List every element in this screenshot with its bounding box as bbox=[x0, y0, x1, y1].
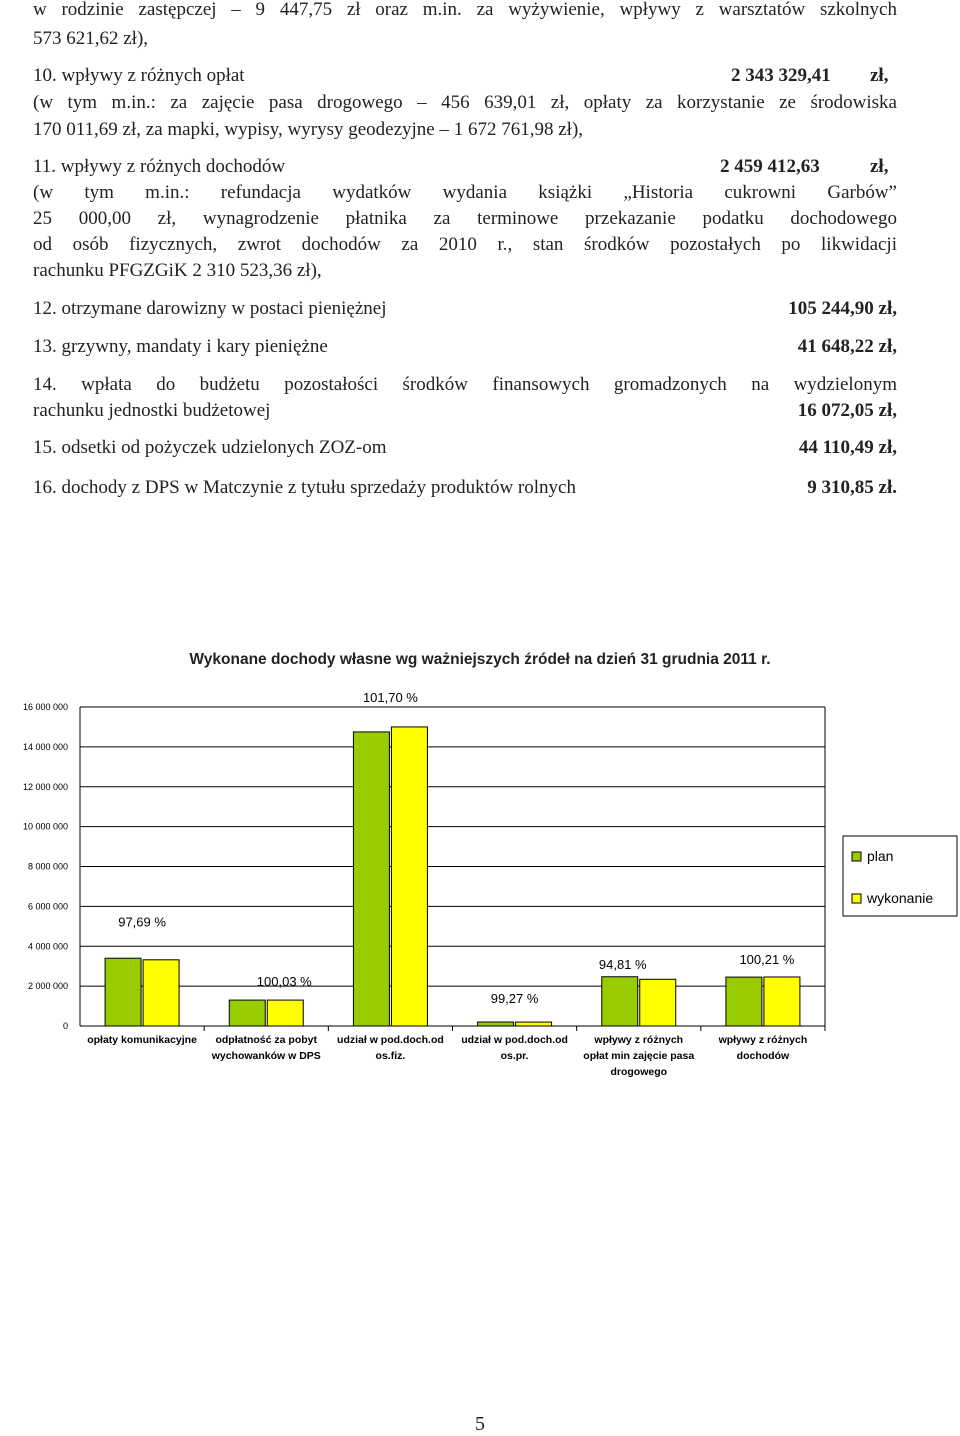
item-11-detail-2: 25 000,00 zł, wynagrodzenie płatnika za terminowe przekazanie podatku dochodowego bbox=[33, 208, 897, 229]
data-label: 97,69 % bbox=[118, 914, 166, 930]
y-tick-label: 8 000 000 bbox=[27, 861, 68, 872]
item-12-amount: 105 244,90 zł, bbox=[788, 298, 897, 319]
item-14-line-1: 14. wpłata do budżetu pozostałości środków finansowych gromadzonych na wydzielonym bbox=[33, 374, 897, 395]
item-12-label: 12. otrzymane darowizny w postaci pieniężnej bbox=[33, 298, 387, 319]
bar-wykonanie-2 bbox=[391, 727, 427, 1026]
x-category-label: opłat min zajęcie pasa bbox=[583, 1050, 695, 1062]
bar-wykonanie-1 bbox=[267, 1000, 303, 1026]
bar-plan-1 bbox=[229, 1000, 265, 1026]
data-label: 100,03 % bbox=[256, 974, 312, 990]
bar-wykonanie-3 bbox=[516, 1022, 552, 1026]
item-11-amount: 2 459 412,63 bbox=[720, 156, 820, 177]
x-category-label: os.pr. bbox=[500, 1050, 529, 1062]
x-category-label: wpływy z różnych bbox=[718, 1034, 808, 1046]
x-axis-category-labels bbox=[87, 1034, 807, 1078]
item-14-line-2: rachunku jednostki budżetowej bbox=[33, 400, 271, 421]
item-10-label: 10. wpływy z różnych opłat bbox=[33, 65, 245, 86]
text-line-0: w rodzinie zastępczej – 9 447,75 zł oraz m.in. za wyżywienie, wpływy z warsztatów szkolnych bbox=[33, 0, 897, 20]
item-11-label: 11. wpływy z różnych dochodów bbox=[33, 156, 286, 177]
bar-plan-2 bbox=[353, 732, 389, 1026]
legend-label-wykonanie: wykonanie bbox=[867, 890, 934, 906]
item-15-amount: 44 110,49 zł, bbox=[798, 437, 897, 458]
chart-bars bbox=[105, 727, 800, 1026]
item-16-amount: 9 310,85 zł. bbox=[807, 477, 897, 498]
bar-plan-3 bbox=[478, 1022, 514, 1026]
bar-wykonanie-5 bbox=[764, 977, 800, 1026]
data-label: 99,27 % bbox=[490, 991, 539, 1006]
chart-title: Wykonane dochody własne wg ważniejszych źródeł na dzień 31 grudnia 2011 r. bbox=[189, 651, 771, 668]
data-label: 100,21 % bbox=[739, 952, 795, 968]
item-15-label: 15. odsetki od pożyczek udzielonych ZOZ-om bbox=[33, 437, 387, 458]
x-category-label: dochodów bbox=[736, 1050, 790, 1062]
x-category-label: udział w pod.doch.od bbox=[461, 1034, 568, 1046]
item-11-detail-4: rachunku PFGZGiK 2 310 523,36 zł), bbox=[33, 260, 322, 281]
item-10-amount: 2 343 329,41 bbox=[731, 65, 831, 86]
x-category-label: os.fiz. bbox=[375, 1050, 406, 1062]
x-category-label: drogowego bbox=[610, 1066, 668, 1078]
y-tick-label: 6 000 000 bbox=[27, 901, 68, 912]
data-label: 101,70 % bbox=[362, 690, 418, 706]
data-label: 94,81 % bbox=[598, 957, 647, 973]
item-14-amount: 16 072,05 zł, bbox=[797, 400, 897, 421]
y-axis-tick-labels bbox=[23, 702, 68, 1031]
y-tick-label: 12 000 000 bbox=[22, 781, 68, 792]
chart-axes bbox=[80, 707, 825, 1031]
y-tick-label: 2 000 000 bbox=[27, 981, 68, 992]
x-category-label: wychowanków w DPS bbox=[211, 1050, 321, 1062]
item-10-unit: zł, bbox=[870, 65, 889, 86]
x-category-label: opłaty komunikacyjne bbox=[87, 1034, 197, 1046]
item-11-detail-1: (w tym m.in.: refundacja wydatków wydania książki „Historia cukrowni Garbów” bbox=[33, 182, 897, 203]
bar-chart bbox=[0, 690, 960, 1090]
bar-plan-0 bbox=[105, 958, 141, 1026]
y-tick-label: 4 000 000 bbox=[27, 941, 68, 952]
y-tick-label: 16 000 000 bbox=[22, 702, 68, 712]
legend-swatch-wykonanie bbox=[852, 894, 861, 903]
y-tick-label: 14 000 000 bbox=[22, 741, 68, 752]
y-tick-label: 0 bbox=[62, 1021, 68, 1031]
bar-plan-4 bbox=[602, 977, 638, 1026]
page-number: 5 bbox=[475, 1413, 485, 1435]
chart-legend bbox=[843, 836, 957, 916]
bar-wykonanie-4 bbox=[640, 979, 676, 1026]
item-13-label: 13. grzywny, mandaty i kary pieniężne bbox=[33, 336, 328, 357]
item-13-amount: 41 648,22 zł, bbox=[797, 336, 897, 357]
x-category-label: udział w pod.doch.od bbox=[337, 1034, 444, 1046]
x-category-label: wpływy z różnych bbox=[594, 1034, 684, 1046]
legend-swatch-plan bbox=[852, 852, 861, 861]
text-line-1: 573 621,62 zł), bbox=[33, 28, 149, 49]
item-10-detail-2: 170 011,69 zł, za mapki, wypisy, wyrysy geodezyjne – 1 672 761,98 zł), bbox=[33, 119, 584, 140]
chart-gridlines bbox=[80, 707, 825, 986]
item-10-detail-1: (w tym m.in.: za zajęcie pasa drogowego – 456 639,01 zł, opłaty za korzystanie ze środowiska bbox=[33, 92, 897, 113]
bar-wykonanie-0 bbox=[143, 960, 179, 1026]
bar-plan-5 bbox=[726, 977, 762, 1026]
item-11-unit: zł, bbox=[870, 156, 889, 177]
item-16-label: 16. dochody z DPS w Matczynie z tytułu sprzedaży produktów rolnych bbox=[33, 477, 576, 498]
item-11-detail-3: od osób fizycznych, zwrot dochodów za 2010 r., stan środków pozostałych po likwidacji bbox=[33, 234, 897, 255]
chart-data-labels bbox=[118, 690, 795, 1006]
legend-label-plan: plan bbox=[867, 848, 894, 864]
y-tick-label: 10 000 000 bbox=[22, 821, 68, 832]
x-category-label: odpłatność za pobyt bbox=[215, 1034, 318, 1046]
